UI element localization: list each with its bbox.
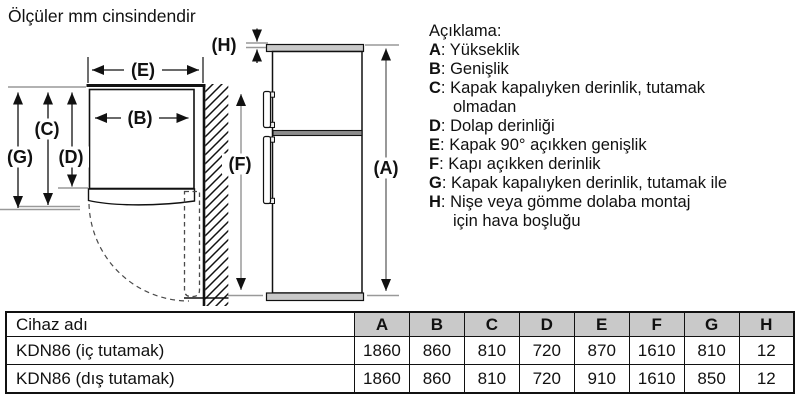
door-closed-top-view [89,189,195,205]
dim-header-H: H [739,312,794,337]
dim-label-B: (B) [127,108,153,128]
dim-label-A: (A) [373,158,399,178]
dim-value-cell: 810 [464,337,519,365]
dim-label-H: (H) [211,35,237,55]
dim-label-C: (C) [34,119,60,139]
dim-header-E: E [574,312,629,337]
legend-sep: : [440,193,451,211]
legend-text-A: Yükseklik [449,41,520,59]
upper-door-handle [264,92,271,128]
table-row [6,365,794,394]
cabinet-top-view [90,90,195,189]
fridge-plinth [267,293,364,301]
table-row [6,337,794,365]
lower-door-handle [264,137,271,204]
dim-header-B: B [409,312,464,337]
dim-header-D: D [519,312,574,337]
legend-text-C: Kapak kapalıyken derinlik, tutamak [450,79,706,97]
dim-value-cell: 870 [574,337,629,365]
fridge-divider [273,131,362,136]
legend-item-C [429,79,781,98]
dim-value-cell: 810 [464,365,519,394]
dim-value-cell: 850 [684,365,739,394]
dim-label-E: (E) [131,60,155,80]
dim-header-G: G [684,312,739,337]
legend-sep: : [441,174,452,192]
legend-text-E: Kapak 90° açıkken genişlik [449,136,647,154]
legend-item-G [429,174,781,193]
dim-value-cell: 1860 [355,337,410,365]
dim-value-cell: 910 [574,365,629,394]
dim-header-C: C [464,312,519,337]
legend-letter-B: B [429,60,441,78]
dim-value-cell: 720 [519,337,574,365]
legend-text-H: Nişe veya gömme dolaba montaj [450,193,691,211]
table-header-row [6,312,794,337]
legend-letter-A: A [429,41,441,59]
door-swing-arc [89,204,189,301]
legend-item-H-line2: için hava boşluğu [453,212,581,230]
dim-header-A: A [355,312,410,337]
legend-sep: : [440,60,451,78]
legend [429,22,781,231]
dim-value-cell: 1860 [355,365,410,394]
dim-value-cell: 12 [739,337,794,365]
legend-item-C-line2: olmadan [453,98,517,116]
device-name-cell: KDN86 (dış tutamak) [6,365,355,394]
legend-heading: Açıklama: [429,22,502,40]
dim-value-cell: 1610 [629,365,684,394]
legend-letter-E: E [429,136,441,154]
fridge-top-cap [267,45,364,52]
legend-letter-G: G [429,174,442,192]
dim-value-cell: 720 [519,365,574,394]
dim-value-cell: 12 [739,365,794,394]
legend-text-G: Kapak kapalıyken derinlik, tutamak ile [451,174,728,192]
dim-value-cell: 860 [409,337,464,365]
legend-sep: : [439,155,449,173]
legend-text-F: Kapı açıkken derinlik [448,155,601,173]
legend-item-F [429,155,781,174]
fridge-body [273,52,363,294]
legend-item-H [429,193,781,212]
dim-value-cell: 810 [684,337,739,365]
dim-G [2,93,39,209]
legend-letter-F: F [429,155,440,173]
legend-sep: : [440,41,450,59]
legend-item-E [429,136,781,155]
door-open-position [185,192,200,297]
page-title: Ölçüler mm cinsindendir [8,6,196,26]
dim-A [368,49,405,292]
fridge-front-view [264,45,364,301]
legend-item-D [429,117,781,136]
dim-label-D: (D) [58,147,84,167]
legend-item-A [429,41,781,60]
device-name-cell: KDN86 (iç tutamak) [6,337,355,365]
legend-letter-C: C [429,79,441,97]
legend-text-D: Dolap derinliği [450,117,555,135]
dim-value-cell: 1610 [629,337,684,365]
dim-H [212,29,258,64]
dim-header-F: F [629,312,684,337]
legend-sep: : [440,117,451,135]
legend-item-B [429,60,781,79]
device-name-header: Cihaz adı [6,312,355,337]
legend-letter-H: H [429,193,441,211]
dim-label-G: (G) [7,147,33,167]
legend-sep: : [440,136,450,154]
legend-sep: : [440,79,451,97]
dim-label-F: (F) [228,154,252,174]
dim-value-cell: 860 [409,365,464,394]
legend-text-B: Genişlik [450,60,509,78]
dimensions-table [5,311,795,394]
legend-letter-D: D [429,117,441,135]
dim-E [88,57,203,83]
wall-hatch [205,84,228,306]
